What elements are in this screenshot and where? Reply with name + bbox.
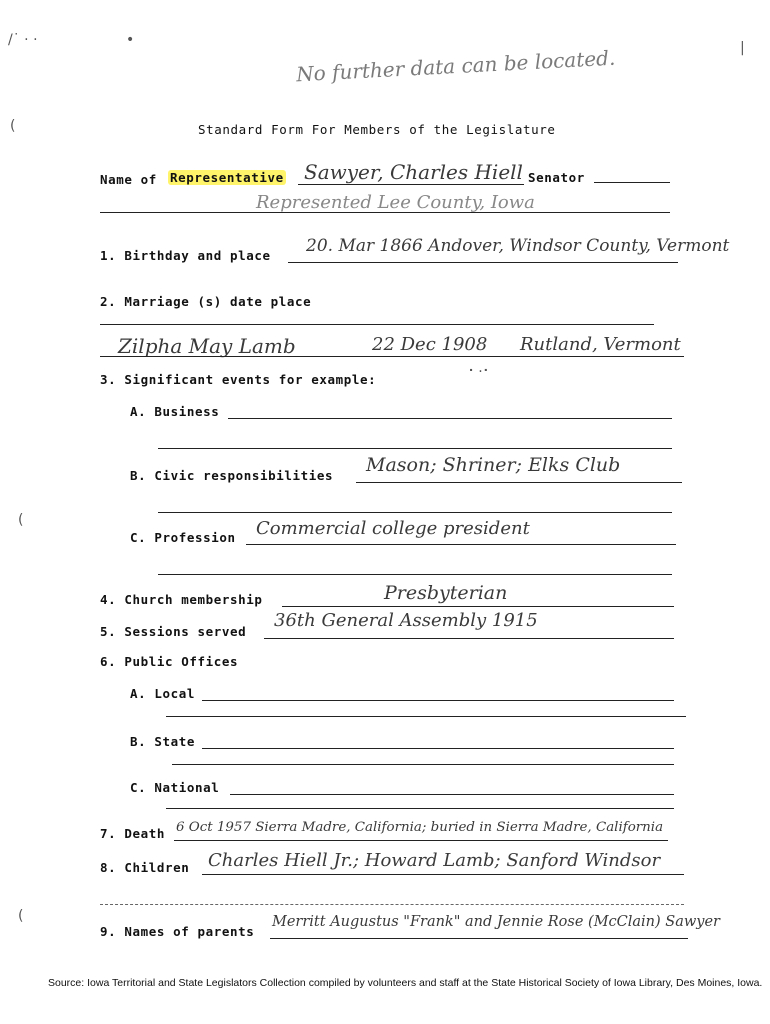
national-underline-2 (166, 808, 674, 809)
handwritten-district: Represented Lee County, Iowa (256, 192, 535, 213)
marriage-underline-1 (100, 324, 654, 325)
profession-label: C. Profession (130, 530, 236, 545)
scan-mark: • (126, 32, 135, 48)
marriage-date: 22 Dec 1908 (372, 334, 488, 355)
profession-underline-1 (246, 544, 676, 545)
children-underline-2 (100, 904, 684, 905)
national-underline-1 (230, 794, 674, 795)
profession-underline-2 (158, 574, 672, 575)
civic-underline-1 (356, 482, 682, 483)
civic-value: Mason; Shriner; Elks Club (366, 454, 621, 476)
church-label: 4. Church membership (100, 592, 263, 607)
parents-label: 9. Names of parents (100, 924, 255, 939)
marriage-place: Rutland, Vermont (520, 334, 681, 355)
local-label: A. Local (130, 686, 196, 701)
header-note: No further data can be located. (295, 45, 616, 87)
offices-label: 6. Public Offices (100, 654, 239, 669)
national-label: C. National (130, 780, 220, 795)
church-underline (282, 606, 674, 607)
scan-mark: /˙ · · (8, 32, 38, 48)
spouse-name: Zilpha May Lamb (118, 334, 296, 358)
profession-value: Commercial college president (256, 518, 530, 539)
name-label: Name of (100, 172, 157, 187)
business-label: A. Business (130, 404, 220, 419)
senator-underline (594, 182, 670, 183)
sessions-label: 5. Sessions served (100, 624, 247, 639)
scan-mark: ⠂·⠂ (468, 364, 493, 380)
sessions-value: 36th General Assembly 1915 (274, 610, 538, 631)
civic-label: B. Civic responsibilities (130, 468, 334, 483)
scan-mark: | (740, 40, 745, 56)
children-underline (202, 874, 684, 875)
business-underline-2 (158, 448, 672, 449)
children-label: 8. Children (100, 860, 190, 875)
handwritten-name: Sawyer, Charles Hiell (304, 160, 523, 184)
birthday-value: 20. Mar 1866 Andover, Windsor County, Vermont (306, 236, 730, 256)
scan-mark: ( (10, 118, 16, 134)
source-note: Source: Iowa Territorial and State Legislators Collection compiled by volunteers and staff at the State Historical Society of Iowa Library, Des Moines, Iowa. (48, 977, 763, 989)
parents-value: Merritt Augustus "Frank" and Jennie Rose (McClain) Sawyer (272, 914, 720, 930)
scan-mark: ( (18, 512, 24, 528)
local-underline-1 (202, 700, 674, 701)
business-underline-1 (228, 418, 672, 419)
scan-mark: ( (18, 908, 24, 924)
parents-underline (270, 938, 688, 939)
marriage-label: 2. Marriage (s) date place (100, 294, 312, 309)
death-label: 7. Death (100, 826, 166, 841)
state-underline-2 (172, 764, 674, 765)
district-underline (100, 212, 670, 213)
form-title: Standard Form For Members of the Legislature (198, 122, 556, 137)
senator-label: Senator (528, 170, 585, 185)
death-underline (174, 840, 668, 841)
state-label: B. State (130, 734, 196, 749)
marriage-underline-2 (100, 356, 684, 357)
name-underline (298, 184, 524, 185)
civic-underline-2 (158, 512, 672, 513)
birthday-label: 1. Birthday and place (100, 248, 271, 263)
children-value: Charles Hiell Jr.; Howard Lamb; Sanford Windsor (208, 850, 661, 871)
death-value: 6 Oct 1957 Sierra Madre, California; buried in Sierra Madre, California (176, 820, 664, 835)
church-value: Presbyterian (384, 582, 508, 604)
birthday-underline (288, 262, 678, 263)
sessions-underline (264, 638, 674, 639)
representative-label: Representative (170, 170, 284, 185)
local-underline-2 (166, 716, 686, 717)
state-underline-1 (202, 748, 674, 749)
events-label: 3. Significant events for example: (100, 372, 377, 387)
